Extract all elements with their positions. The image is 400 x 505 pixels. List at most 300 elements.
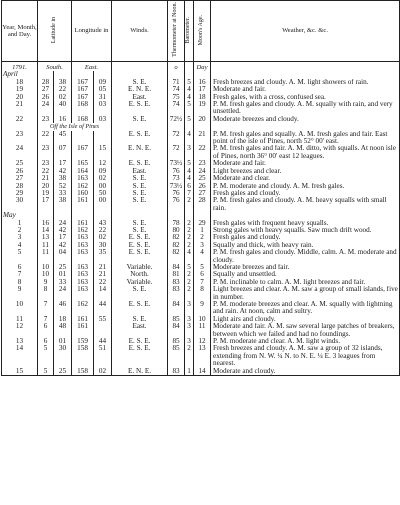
moon-cell: 6 (194, 271, 211, 278)
lat-min-cell: 02 (54, 94, 72, 101)
lon-min-cell: 21 (94, 264, 112, 271)
moon-cell: 22 (194, 145, 211, 160)
barom-cell: 4 (185, 131, 194, 146)
weather-cell: P. M. fresh gales and fair. A. M. ditto, with squalls. At noon isle of Pines, north 36° 00' east 12 leagues. (211, 145, 400, 160)
table-row (2, 175, 400, 182)
thermo-cell: 85 (168, 316, 185, 323)
table-row (2, 316, 400, 323)
month-label: April (2, 71, 38, 78)
lon-deg-cell: 160 (72, 190, 94, 197)
weather-cell: P. M. moderate and clear. A. M. light winds. (211, 338, 400, 345)
table-row (2, 338, 400, 345)
empty-cell (112, 123, 168, 130)
barom-cell: 3 (185, 323, 194, 338)
lat-deg-cell: 10 (38, 264, 54, 271)
table-row (2, 242, 400, 249)
lat-min-cell: 33 (54, 190, 72, 197)
lon-min-cell: 21 (94, 271, 112, 278)
thermo-cell: 84 (168, 301, 185, 316)
wind-cell: S. E. (112, 79, 168, 86)
lon-deg-cell: 163 (72, 175, 94, 182)
weather-cell: Fresh gales and cloudy. (211, 190, 400, 197)
lon-deg-cell: 163 (72, 279, 94, 286)
lon-min-cell: 09 (94, 168, 112, 175)
day-cell: 1 (2, 220, 38, 227)
moon-cell: 27 (194, 190, 211, 197)
lon-min-cell: 22 (94, 279, 112, 286)
moon-cell: 18 (194, 94, 211, 101)
day-cell: 15 (2, 368, 38, 376)
lat-min-cell: 25 (54, 368, 72, 376)
moon-cell: 14 (194, 368, 211, 376)
lat-deg-cell: 6 (38, 323, 54, 338)
thermo-cell: 71 (168, 79, 185, 86)
moon-cell: 11 (194, 323, 211, 338)
lat-min-cell: 42 (54, 242, 72, 249)
thermo-cell: 76 (168, 197, 185, 212)
lat-min-cell: 16 (54, 116, 72, 123)
empty-cell (168, 123, 185, 130)
header-date: Year, Month, and Day. (2, 1, 38, 62)
sub-thermo: o (168, 62, 185, 72)
thermo-cell: 75 (168, 94, 185, 101)
empty-cell (112, 212, 168, 219)
weather-log-table (1, 0, 400, 376)
header-longitude: Longitude in (72, 1, 112, 62)
barom-cell: 6 (185, 183, 194, 190)
day-cell: 11 (2, 316, 38, 323)
table-row (2, 123, 400, 130)
barom-cell: 4 (185, 175, 194, 182)
weather-cell: P. M. fresh gales and cloudy. A. M. heavy squalls with small rain. (211, 197, 400, 212)
empty-cell (168, 212, 185, 219)
barom-cell: 3 (185, 338, 194, 345)
lat-deg-cell: 16 (38, 220, 54, 227)
barom-cell: 2 (185, 242, 194, 249)
day-cell: 28 (2, 183, 38, 190)
barom-cell: 5 (185, 79, 194, 86)
lat-deg-cell: 20 (38, 183, 54, 190)
lat-deg-cell: 10 (38, 271, 54, 278)
day-cell: 30 (2, 197, 38, 212)
barom-cell: 4 (185, 94, 194, 101)
thermo-cell: 80 (168, 227, 185, 234)
lon-deg-cell (72, 131, 94, 146)
header-moon-age: Moon's Age. (194, 1, 211, 62)
table-row (2, 264, 400, 271)
weather-cell: Squally and unsettled. (211, 271, 400, 278)
moon-cell: 23 (194, 160, 211, 167)
barom-cell: 2 (185, 197, 194, 212)
table-row (2, 368, 400, 376)
lat-deg-cell: 7 (38, 301, 54, 316)
empty-cell (54, 212, 72, 219)
day-cell: 10 (2, 301, 38, 316)
sub-moon: Day (194, 62, 211, 72)
lat-min-cell: 07 (54, 145, 72, 160)
lat-deg-cell: 21 (38, 175, 54, 182)
lat-min-cell: 24 (54, 220, 72, 227)
wind-cell: S. E. (112, 286, 168, 301)
wind-cell: E. S. E. (112, 101, 168, 116)
thermo-cell: 73½ (168, 183, 185, 190)
empty-cell (211, 212, 400, 219)
wind-cell: Variable. (112, 279, 168, 286)
lon-min-cell: 43 (94, 220, 112, 227)
weather-cell: P. M. fresh gales and cloudy. Middle, calm. A. M. moderate and cloudy. (211, 249, 400, 264)
weather-cell: Moderate breezes and cloudy. (211, 116, 400, 123)
weather-cell: Moderate and fair. (211, 86, 400, 93)
table-row (2, 301, 400, 316)
log-body (2, 62, 400, 376)
lon-min-cell: 05 (94, 86, 112, 93)
table-row (2, 183, 400, 190)
table-row (2, 220, 400, 227)
header-latitude: Latitude in (38, 1, 72, 62)
moon-cell: 25 (194, 175, 211, 182)
sub-lon: East. (72, 62, 112, 72)
lat-deg-cell: 5 (38, 345, 54, 367)
lat-deg-cell: 11 (38, 249, 54, 264)
lat-deg-cell: 28 (38, 79, 54, 86)
wind-cell: E. S. E. (112, 234, 168, 241)
table-row (2, 145, 400, 160)
thermo-cell: 78 (168, 220, 185, 227)
lat-min-cell: 33 (54, 279, 72, 286)
lon-deg-cell: 163 (72, 249, 94, 264)
lon-deg-cell: 161 (72, 316, 94, 323)
lat-min-cell: 40 (54, 101, 72, 116)
lat-deg-cell: 7 (38, 316, 54, 323)
month-row-april (2, 71, 400, 78)
moon-cell: 8 (194, 286, 211, 301)
lat-deg-cell: 22 (38, 131, 54, 146)
lon-deg-cell: 163 (72, 234, 94, 241)
header-thermometer: Thermometer at Noon. (168, 1, 185, 62)
empty-cell (2, 123, 38, 130)
barom-cell: 2 (185, 227, 194, 234)
lat-min-cell: 01 (54, 271, 72, 278)
lat-min-cell: 42 (54, 227, 72, 234)
lat-min-cell: 38 (54, 175, 72, 182)
lon-deg-cell: 161 (72, 323, 94, 338)
lon-min-cell: 02 (94, 175, 112, 182)
thermo-cell: 81 (168, 271, 185, 278)
table-row (2, 101, 400, 116)
day-cell: 2 (2, 227, 38, 234)
thermo-cell: 73½ (168, 160, 185, 167)
lon-min-cell: 00 (94, 197, 112, 212)
lon-deg-cell: 165 (72, 160, 94, 167)
weather-cell: Moderate and fair. A. M. saw several large patches of breakers, between which we failed and had no foundings. (211, 323, 400, 338)
empty-cell (38, 212, 54, 219)
wind-cell: East. (112, 168, 168, 175)
barom-cell: 1 (185, 368, 194, 376)
barom-cell: 2 (185, 271, 194, 278)
lon-min-cell: 15 (94, 145, 112, 160)
sub-year: 1791. (2, 62, 38, 72)
lat-min-cell: 17 (54, 234, 72, 241)
weather-cell: Light breezes and clear. (211, 168, 400, 175)
lat-deg-cell: 19 (38, 190, 54, 197)
thermo-cell: 83 (168, 279, 185, 286)
lat-deg-cell: 23 (38, 160, 54, 167)
day-cell: 27 (2, 175, 38, 182)
lat-min-cell: 01 (54, 338, 72, 345)
moon-cell: 4 (194, 249, 211, 264)
wind-cell: North. (112, 271, 168, 278)
day-cell: 20 (2, 94, 38, 101)
lat-deg-cell: 6 (38, 338, 54, 345)
lat-min-cell: 42 (54, 168, 72, 175)
lon-deg-cell: 159 (72, 338, 94, 345)
empty-cell (211, 123, 400, 130)
lon-min-cell: 09 (94, 79, 112, 86)
lon-deg-cell: 161 (72, 220, 94, 227)
lon-deg-cell: 162 (72, 227, 94, 234)
day-cell: 4 (2, 242, 38, 249)
weather-cell: P. M. fresh gales and cloudy. A. M. squally with rain, and very unsettled. (211, 101, 400, 116)
header-weather: Weather, &c. &c. (211, 1, 400, 62)
moon-cell: 3 (194, 242, 211, 249)
weather-cell: Strong gales with heavy squalls. Saw much drift wood. (211, 227, 400, 234)
day-cell: 3 (2, 234, 38, 241)
lat-min-cell: 45 (54, 131, 72, 146)
wind-cell: S. E. (112, 197, 168, 212)
weather-cell: P. M. fresh gales and squally. A. M. fresh gales and fair. East point of the isle of Pines, north 52° 00' east. (211, 131, 400, 146)
barom-cell: 5 (185, 160, 194, 167)
sub-winds (112, 62, 168, 72)
lon-deg-cell: 167 (72, 145, 94, 160)
table-row (2, 168, 400, 175)
lat-min-cell: 38 (54, 197, 72, 212)
location-note: Off the Isle of Pines (38, 123, 112, 130)
day-cell: 14 (2, 345, 38, 367)
barom-cell: 3 (185, 145, 194, 160)
lon-min-cell (94, 323, 112, 338)
day-cell: 26 (2, 168, 38, 175)
lat-min-cell: 38 (54, 79, 72, 86)
weather-cell: Fresh gales with frequent heavy squalls. (211, 220, 400, 227)
lon-min-cell: 02 (94, 368, 112, 376)
lon-min-cell: 03 (94, 101, 112, 116)
weather-cell: Moderate and fair. (211, 160, 400, 167)
day-cell: 23 (2, 131, 38, 146)
sub-barom (185, 62, 194, 72)
lon-min-cell: 31 (94, 94, 112, 101)
wind-cell: E. S. E. (112, 242, 168, 249)
lat-min-cell: 17 (54, 160, 72, 167)
subheader-row (2, 62, 400, 72)
empty-cell (194, 212, 211, 219)
day-cell: 6 (2, 264, 38, 271)
wind-cell: S. E. (112, 316, 168, 323)
lon-deg-cell: 167 (72, 94, 94, 101)
weather-cell: Fresh breezes and cloudy. A. M. saw a group of 32 islands, extending from N. W. ¼ N. to N. E. ¼ E. 3 leagues from nearest. (211, 345, 400, 367)
lat-deg-cell: 8 (38, 286, 54, 301)
weather-cell: Fresh gales, with a cross, confused sea. (211, 94, 400, 101)
weather-cell: P. M. inclinable to calm. A. M. light breezes and fair. (211, 279, 400, 286)
table-row (2, 212, 400, 219)
day-cell: 24 (2, 145, 38, 160)
thermo-cell: 84 (168, 323, 185, 338)
lon-min-cell: 22 (94, 227, 112, 234)
wind-cell: E. N. E. (112, 145, 168, 160)
wind-cell: Variable. (112, 264, 168, 271)
table-row (2, 234, 400, 241)
thermo-cell: 85 (168, 345, 185, 367)
header-row (2, 1, 400, 62)
thermo-cell: 72½ (168, 116, 185, 123)
barom-cell: 4 (185, 168, 194, 175)
lat-deg-cell: 9 (38, 279, 54, 286)
lat-min-cell: 22 (54, 86, 72, 93)
table-row (2, 345, 400, 367)
lat-deg-cell: 23 (38, 145, 54, 160)
moon-cell: 28 (194, 197, 211, 212)
lon-min-cell: 30 (94, 242, 112, 249)
weather-cell: Moderate and cloudy. (211, 368, 400, 376)
lon-deg-cell: 162 (72, 301, 94, 316)
empty-cell (194, 123, 211, 130)
table-row (2, 79, 400, 86)
wind-cell: S. E. (112, 227, 168, 234)
table-row (2, 323, 400, 338)
moon-cell: 13 (194, 345, 211, 367)
sub-lat: South. (38, 62, 72, 72)
wind-cell: E. S. E. (112, 131, 168, 146)
thermo-cell: 85 (168, 338, 185, 345)
moon-cell: 12 (194, 338, 211, 345)
lat-deg-cell: 26 (38, 94, 54, 101)
weather-cell: Fresh breezes and cloudy. A. M. light showers of rain. (211, 79, 400, 86)
day-cell: 12 (2, 323, 38, 338)
lon-min-cell: 35 (94, 249, 112, 264)
day-cell: 25 (2, 160, 38, 167)
moon-cell: 16 (194, 79, 211, 86)
empty-cell (94, 212, 112, 219)
thermo-cell: 72 (168, 145, 185, 160)
day-cell: 22 (2, 116, 38, 123)
barom-cell: 5 (185, 116, 194, 123)
thermo-cell: 74 (168, 86, 185, 93)
lon-min-cell: 44 (94, 338, 112, 345)
day-cell: 5 (2, 249, 38, 264)
lat-deg-cell: 22 (38, 168, 54, 175)
empty-cell (72, 212, 94, 219)
moon-cell: 24 (194, 168, 211, 175)
lon-min-cell: 00 (94, 183, 112, 190)
header-winds: Winds. (112, 1, 168, 62)
lat-min-cell: 18 (54, 316, 72, 323)
barom-cell: 2 (185, 234, 194, 241)
weather-cell: Moderate and clear. (211, 175, 400, 182)
moon-cell: 9 (194, 301, 211, 316)
table-row (2, 271, 400, 278)
moon-cell: 2 (194, 234, 211, 241)
wind-cell: S. E. (112, 175, 168, 182)
moon-cell: 21 (194, 131, 211, 146)
thermo-cell: 73 (168, 175, 185, 182)
lon-min-cell: 51 (94, 345, 112, 367)
lon-deg-cell: 168 (72, 116, 94, 123)
lon-deg-cell: 163 (72, 264, 94, 271)
thermo-cell: 82 (168, 242, 185, 249)
day-cell: 13 (2, 338, 38, 345)
day-cell: 18 (2, 79, 38, 86)
weather-cell: Squally and thick, with heavy rain. (211, 242, 400, 249)
table-row (2, 227, 400, 234)
barom-cell: 5 (185, 101, 194, 116)
lat-min-cell: 24 (54, 286, 72, 301)
lat-deg-cell: 14 (38, 227, 54, 234)
barom-cell: 2 (185, 286, 194, 301)
header-barometer: Barometer. (185, 1, 194, 62)
lat-min-cell: 30 (54, 345, 72, 367)
lon-min-cell: 02 (94, 234, 112, 241)
barom-cell: 4 (185, 86, 194, 93)
table-row (2, 197, 400, 212)
sub-weather (211, 62, 400, 72)
wind-cell: E. S. E. (112, 160, 168, 167)
moon-cell: 1 (194, 227, 211, 234)
barom-cell: 2 (185, 279, 194, 286)
lon-min-cell: 44 (94, 301, 112, 316)
table-row (2, 131, 400, 146)
wind-cell: S. E. (112, 183, 168, 190)
barom-cell: 5 (185, 264, 194, 271)
lon-deg-cell: 158 (72, 345, 94, 367)
weather-cell: Moderate breezes and fair. (211, 264, 400, 271)
lat-deg-cell: 24 (38, 101, 54, 116)
day-cell: 9 (2, 286, 38, 301)
barom-cell: 2 (185, 345, 194, 367)
day-cell: 29 (2, 190, 38, 197)
moon-cell: 10 (194, 316, 211, 323)
lon-deg-cell: 163 (72, 286, 94, 301)
lon-deg-cell: 161 (72, 197, 94, 212)
table-row (2, 160, 400, 167)
thermo-cell: 72 (168, 131, 185, 146)
lat-deg-cell: 13 (38, 234, 54, 241)
lon-deg-cell: 168 (72, 101, 94, 116)
table-row (2, 116, 400, 123)
day-cell: 19 (2, 86, 38, 93)
lon-min-cell: 55 (94, 316, 112, 323)
moon-cell: 5 (194, 264, 211, 271)
moon-cell: 20 (194, 116, 211, 123)
moon-cell: 7 (194, 279, 211, 286)
wind-cell: S. E. (112, 116, 168, 123)
table-row (2, 190, 400, 197)
barom-cell: 4 (185, 249, 194, 264)
lon-deg-cell: 158 (72, 368, 94, 376)
thermo-cell: 84 (168, 264, 185, 271)
wind-cell: East. (112, 323, 168, 338)
lat-min-cell: 52 (54, 183, 72, 190)
lon-min-cell: 14 (94, 286, 112, 301)
lon-min-cell: 03 (94, 116, 112, 123)
lat-min-cell: 46 (54, 301, 72, 316)
thermo-cell: 83 (168, 368, 185, 376)
wind-cell: E. N. E. (112, 368, 168, 376)
thermo-cell: 82 (168, 249, 185, 264)
barom-cell: 3 (185, 316, 194, 323)
lon-min-cell: 12 (94, 160, 112, 167)
table-row (2, 286, 400, 301)
weather-cell: Light breezes and clear. A. M. saw a group of small islands, five in number. (211, 286, 400, 301)
moon-cell: 29 (194, 220, 211, 227)
